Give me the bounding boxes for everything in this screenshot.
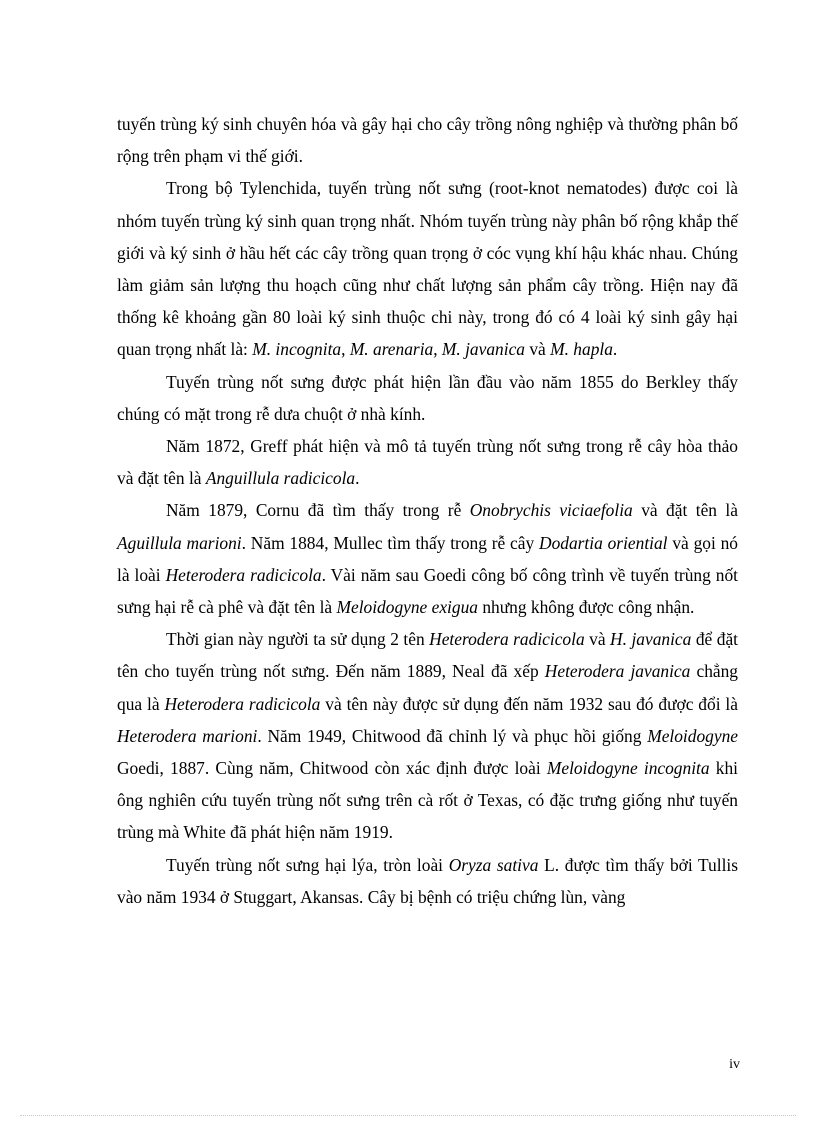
- text-run: Tuyến trùng nốt sưng hại lýa, tròn loài: [166, 854, 449, 875]
- text-run: ,: [341, 339, 350, 360]
- text-run: và: [525, 339, 551, 360]
- text-run: khi ông nghiên cứu tuyến trùng nốt sưng trên cà rốt ở Texas, có đặc trưng giống như tuyến trùng mà White đã phát hiện năm 1919.: [117, 758, 738, 843]
- italic-text-run: M. hapla: [550, 339, 613, 360]
- italic-text-run: Heterodera radicicola: [429, 629, 585, 650]
- text-run: . Năm 1949, Chitwood đã chỉnh lý và phục hồi giống: [257, 725, 648, 746]
- footer-divider: [20, 1115, 796, 1116]
- paragraph: [117, 172, 738, 365]
- page-number: iv: [729, 1057, 740, 1072]
- body-text: [117, 108, 738, 913]
- text-run: .: [612, 339, 618, 360]
- italic-text-run: Oryza sativa: [448, 854, 539, 875]
- italic-text-run: Meloidogyne exigua: [336, 597, 478, 618]
- text-run: . Năm 1884, Mullec tìm thấy trong rễ cây: [241, 532, 540, 553]
- italic-text-run: Dodartia oriential: [539, 532, 668, 553]
- text-run: Trong bộ Tylenchida, tuyến trùng nốt sưng (root-knot nematodes) được coi là nhóm tuyến trùng ký sinh quan trọng nhất. Nhóm tuyến trùng này phân bố rộng khắp thế giới và ký sinh ở hầu hết các cây trồng quan trọng ở cóc vụng khí hậu khác nhau. Chúng làm giảm sản lượng thu hoạch cũng như chất lượng sản phẩm cây trồng. Hiện nay đã thống kê khoảng gần 80 loài ký sinh thuộc chi này, trong đó có 4 loài ký sinh gây hại quan trọng nhất là:: [117, 178, 738, 360]
- text-run: và: [584, 629, 611, 650]
- italic-text-run: Meloidogyne incognita: [546, 758, 710, 779]
- text-run: tuyến trùng ký sinh chuyên hóa và gây hại cho cây trồng nông nghiệp và thường phân bố rộng trên phạm vi thế giới.: [117, 114, 738, 167]
- paragraph: [117, 494, 738, 623]
- text-run: . Vài năm sau Goedi công bố công trình về tuyến trùng nốt sưng hại rễ cà phê và đặt tên là: [117, 564, 739, 618]
- italic-text-run: Heterodera radicicola: [164, 693, 321, 714]
- italic-text-run: Heterodera javanica: [544, 661, 691, 682]
- text-run: L. được tìm thấy bởi Tullis vào năm 1934 ở Stuggart, Akansas. Cây bị bệnh có triệu chứng lùn, vàng: [117, 854, 738, 907]
- text-run: Tuyến trùng nốt sưng được phát hiện lần đầu vào năm 1855 do Berkley thấy chúng có mặt trong rễ dưa chuột ở nhà kính.: [117, 371, 738, 424]
- italic-text-run: M. javanica: [441, 339, 525, 360]
- text-run: và tên này được sử dụng đến năm 1932 sau đó được đổi là: [320, 693, 738, 714]
- italic-text-run: Anguillula radicicola: [205, 468, 356, 489]
- italic-text-run: Heterodera marioni: [117, 725, 258, 746]
- italic-text-run: Heterodera radicicola: [165, 564, 322, 585]
- text-run: nhưng không được công nhận.: [477, 597, 695, 618]
- italic-text-run: Aguillula marioni: [117, 532, 242, 553]
- text-run: Năm 1872, Greff phát hiện và mô tả tuyến trùng nốt sưng trong rễ cây hòa thảo và đặt tên là: [117, 436, 738, 489]
- text-run: ,: [433, 339, 442, 360]
- text-run: Thời gian này người ta sử dụng 2 tên: [166, 629, 430, 650]
- text-run: để đặt tên cho tuyến trùng nốt sưng. Đến năm 1889, Neal đã xếp: [117, 629, 738, 682]
- text-run: chẳng qua là: [117, 661, 738, 714]
- italic-text-run: H. javanica: [610, 629, 692, 650]
- paragraph: [117, 623, 738, 848]
- paragraph: [117, 366, 738, 430]
- italic-text-run: Meloidogyne: [647, 725, 738, 746]
- text-run: và đặt tên là: [632, 500, 738, 521]
- text-run: Goedi, 1887. Cùng năm, Chitwood còn xác định được loài: [117, 758, 547, 779]
- italic-text-run: M. arenaria: [349, 339, 434, 360]
- paragraph: [117, 849, 738, 913]
- paragraph: [117, 430, 738, 494]
- italic-text-run: M. incognita: [252, 339, 342, 360]
- text-run: và gọi nó là loài: [117, 532, 738, 585]
- italic-text-run: Onobrychis viciaefolia: [469, 500, 633, 521]
- text-run: .: [355, 468, 360, 489]
- paragraph: [117, 108, 738, 172]
- text-run: Năm 1879, Cornu đã tìm thấy trong rễ: [166, 500, 470, 521]
